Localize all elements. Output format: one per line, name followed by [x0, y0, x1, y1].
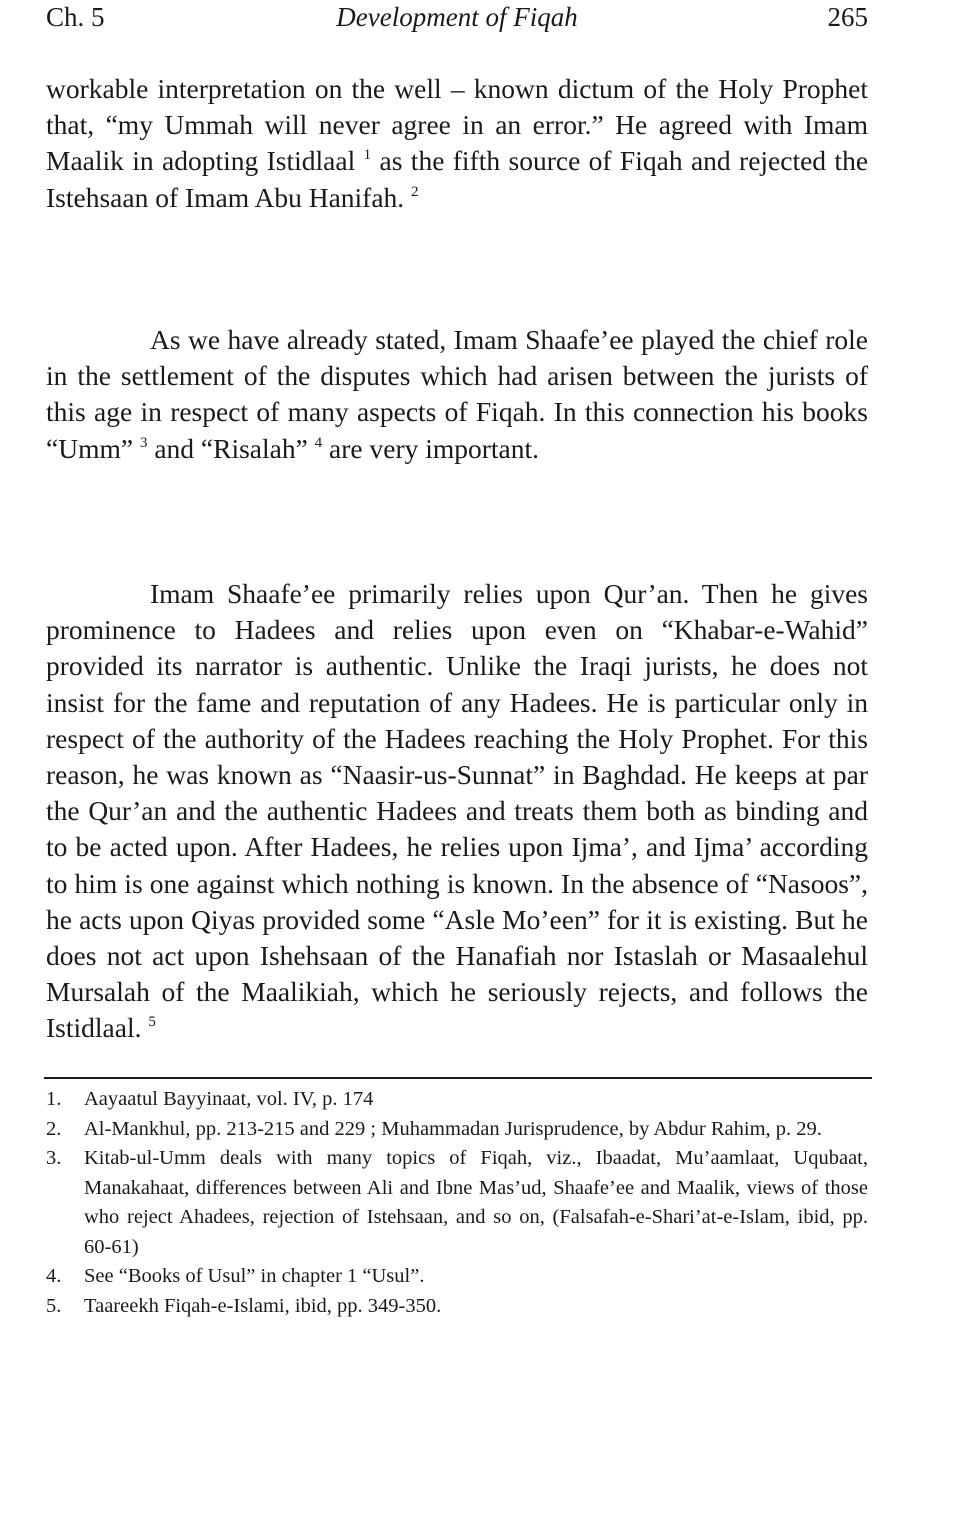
paragraph-text: are very important. — [322, 432, 540, 464]
footnote-ref-4: 4 — [314, 434, 323, 451]
footnotes-list — [46, 1085, 868, 1321]
footnote-text: See “Books of Usul” in chapter 1 “Usul”. — [84, 1265, 425, 1287]
footnote-number: 1. — [46, 1088, 62, 1110]
chapter-title: Development of Fiqah — [336, 2, 578, 32]
paragraph-1 — [46, 71, 868, 216]
paragraph-text: Imam Shaafe’ee primarily relies upon Qur’an. Then he gives prominence to Hadees and relies upon even on “Khabar-e-Wahid” provided its narrator is authentic. Unlike the Iraqi jurists, he does not insist for the fame and reputation of any Hadees. He is particular only in respect of the authority of the Hadees reaching the Holy Prophet. For this reason, he was known as “Naasir-us-Sunnat” in Baghdad. He keeps at par the Qur’an and the authentic Hadees and treats them both as binding and to be acted upon. After Hadees, he relies upon Ijma’, and Ijma’ according to him is one against which nothing is known. In the absence of “Nasoos”, he acts upon Qiyas provided some “Asle Mo’een” for it is existing. But he does not act upon Ishehsaan of the Hanafiah nor Istaslah or Masaalehul Mursalah of the Maalikiah, which he seriously rejects, and follows the Istidlaal. — [46, 578, 868, 1044]
footnote-number: 2. — [46, 1117, 62, 1140]
footnote-item — [46, 1262, 868, 1292]
footnote-ref-2: 2 — [411, 183, 419, 200]
footnote-text: Kitab-ul-Umm deals with many topics of Fiqah, viz., Ibaadat, Mu’aamlaat, Uqubaat, Manakahaat, differences between Ali and Ibne Mas’ud, Shaafe’ee and Maalik, views of those who reject Ahadees, rejection of Istehsaan, and so on, (Falsafah-e-Shari’at-e-Islam, ibid, pp. 60-61) — [84, 1147, 868, 1258]
footnote-divider — [44, 1077, 872, 1079]
footnote-item — [46, 1292, 868, 1322]
paragraph-text: As we have already stated, Imam Shaafe’ee played the chief role in the settlement of the disputes which had arisen between the jurists of this age in respect of many aspects of Fiqah. In this connection his books “Umm” — [46, 324, 868, 464]
footnote-item — [46, 1144, 868, 1262]
chapter-label: Ch. 5 — [46, 2, 105, 32]
footnote-item — [46, 1115, 868, 1145]
footnote-number: 5. — [46, 1294, 62, 1317]
page-number: 265 — [827, 2, 868, 32]
footnote-ref-3: 3 — [139, 434, 148, 451]
footnote-number: 3. — [46, 1147, 62, 1169]
paragraph-3 — [46, 576, 868, 1047]
footnote-ref-5: 5 — [148, 1014, 156, 1031]
footnote-item — [46, 1085, 868, 1115]
paragraph-text: workable interpretation on the well – known dictum of the Holy Prophet that, “my Ummah will never agree in an error.” He agreed with Imam Maalik in adopting Istidlaal — [46, 73, 868, 177]
footnote-number: 4. — [46, 1265, 62, 1287]
running-header — [46, 0, 868, 34]
footnote-ref-1: 1 — [363, 147, 372, 164]
footnote-text: Al-Mankhul, pp. 213-215 and 229 ; Muhammadan Jurisprudence, by Abdur Rahim, p. 29. — [84, 1117, 822, 1140]
paragraph-2 — [46, 322, 868, 467]
footnote-text: Taareekh Fiqah-e-Islami, ibid, pp. 349-350. — [84, 1294, 442, 1317]
paragraph-text: and “Risalah” — [147, 432, 308, 464]
footnote-text: Aayaatul Bayyinaat, vol. IV, p. 174 — [84, 1088, 374, 1110]
paragraph-text: as the fifth source of Fiqah and rejected the Istehsaan of Imam Abu Hanifah. — [46, 145, 869, 213]
